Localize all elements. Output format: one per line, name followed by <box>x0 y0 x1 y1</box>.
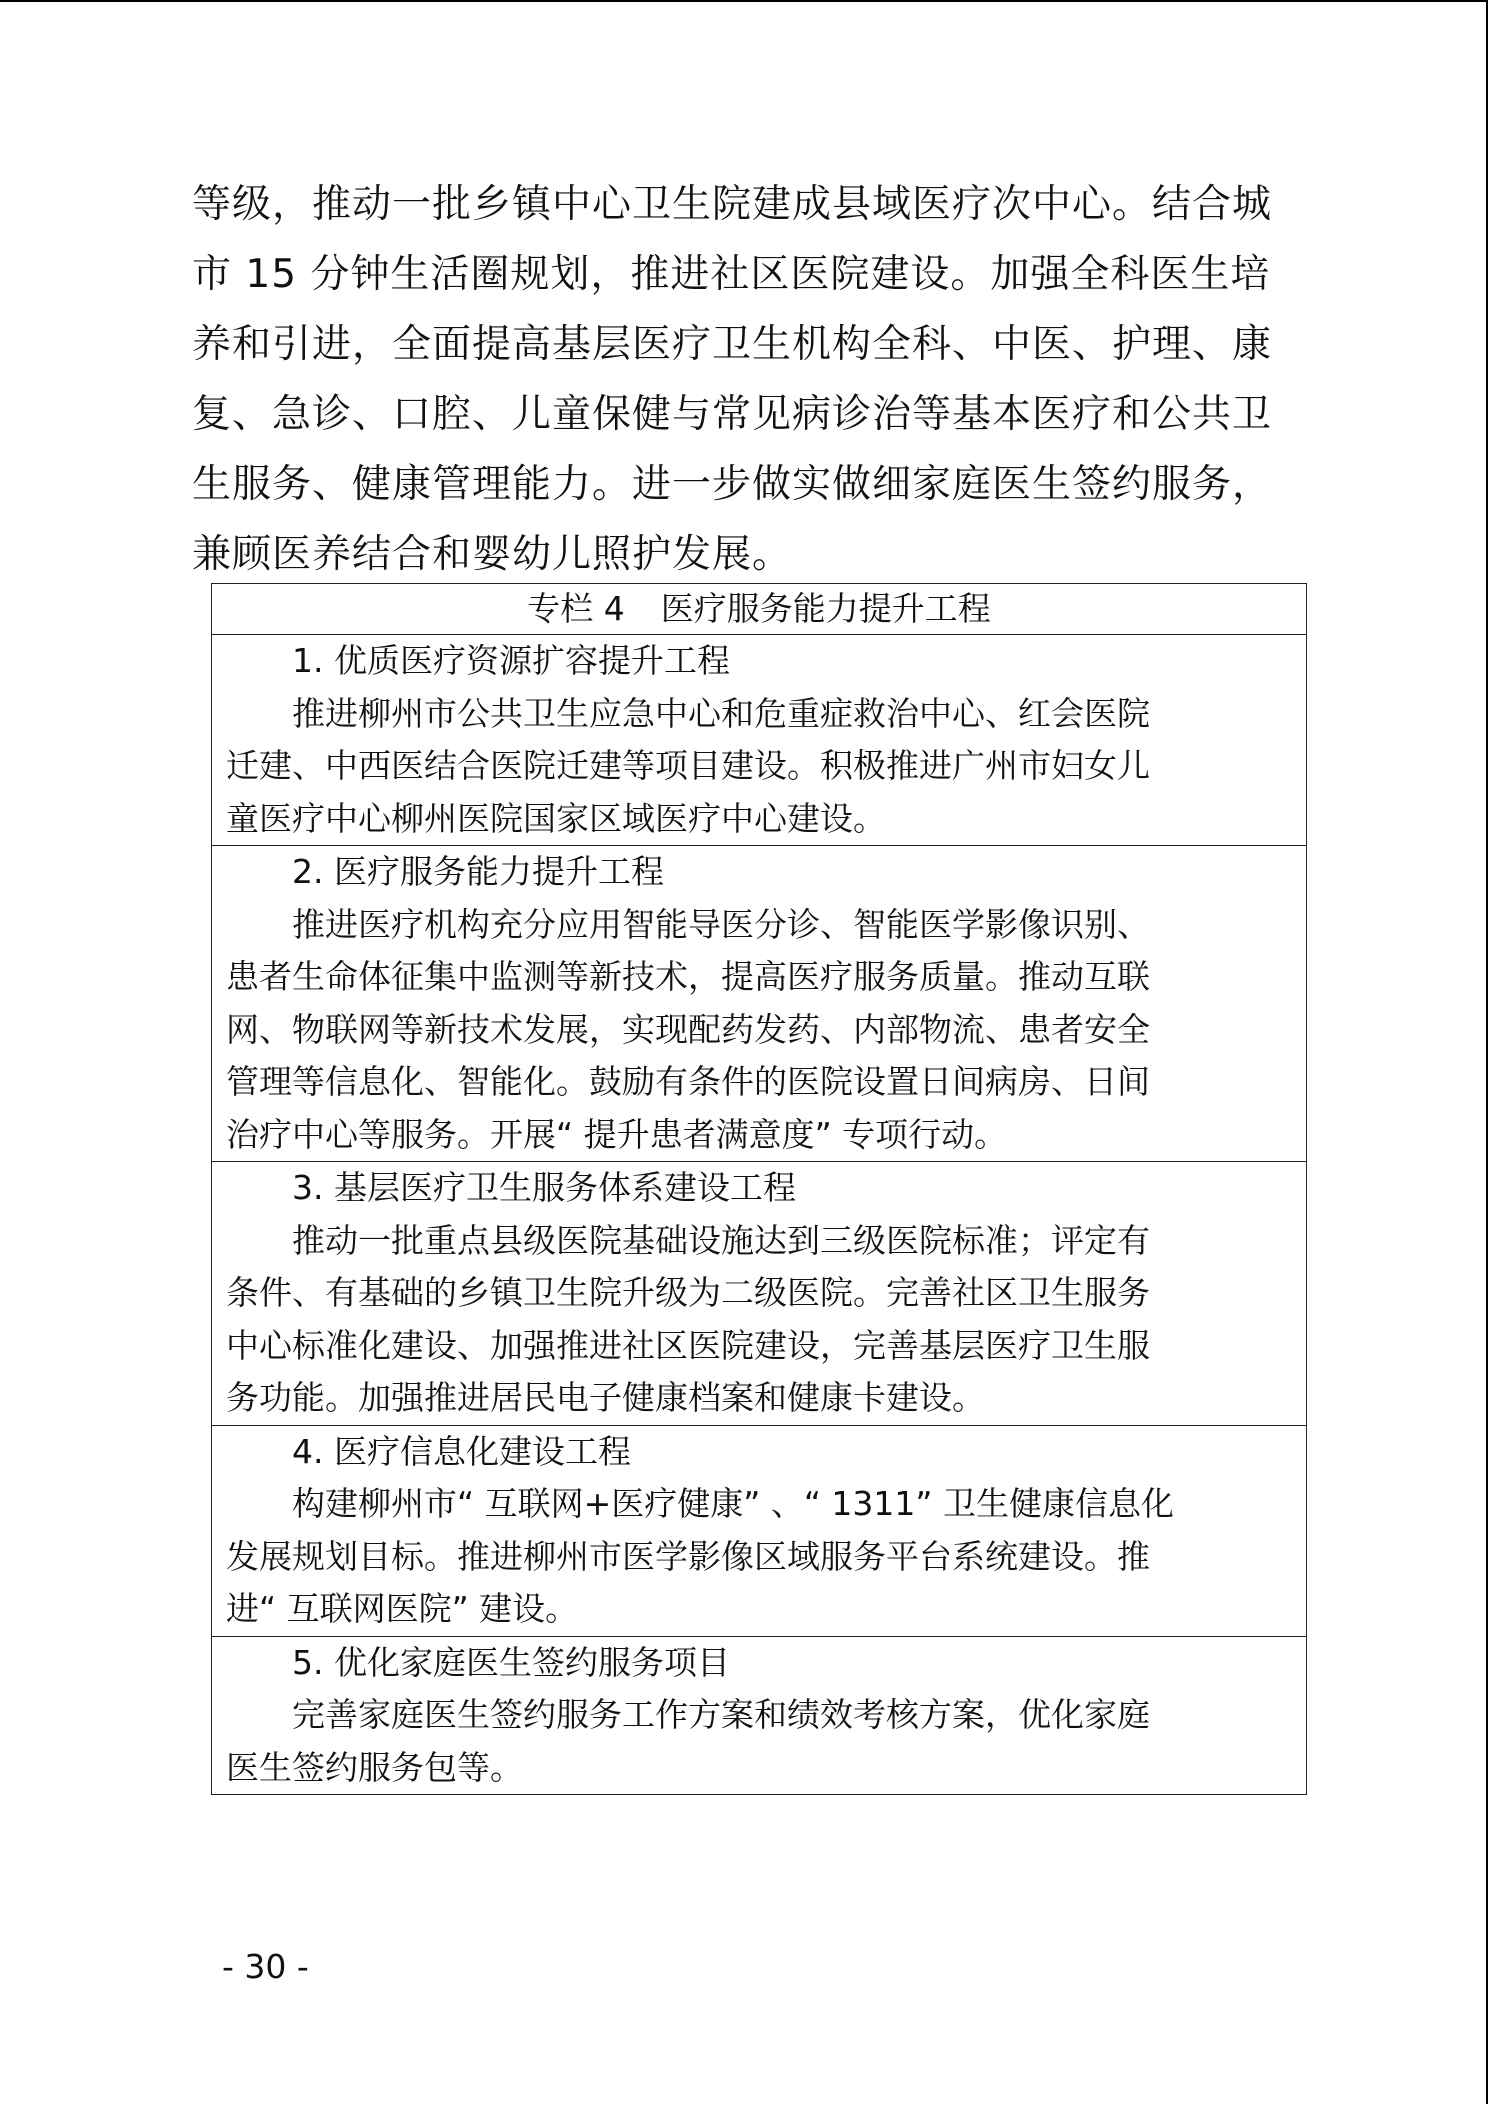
column-box-title <box>212 584 1307 635</box>
column-box-header-row <box>212 584 1307 635</box>
section-line: 发展规划目标。推进柳州市医学影像区域服务平台系统建设。推 <box>226 1536 1150 1576</box>
section-line: 完善家庭医生签约服务工作方案和绩效考核方案，优化家庭 <box>292 1695 1150 1734</box>
section-line: 推进柳州市公共卫生应急中心和危重症救治中心、红会医院 <box>292 693 1150 733</box>
box-section-row <box>212 1425 1307 1636</box>
section-line: 网、物联网等新技术发展，实现配药发药、内部物流、患者安全 <box>226 1009 1150 1049</box>
section-line: 推进医疗机构充分应用智能导医分诊、智能医学影像识别、 <box>292 904 1150 944</box>
intro-line: 兼顾医养结合和婴幼儿照护发展。 <box>192 532 793 577</box>
intro-line: 市 15 分钟生活圈规划，推进社区医院建设。加强全科医生培 <box>192 252 1271 297</box>
box-section-2 <box>212 846 1307 1162</box>
intro-paragraph <box>192 170 1322 590</box>
section-line: 患者生命体征集中监测等新技术，提高医疗服务质量。推动互联 <box>226 957 1150 996</box>
box-section-3 <box>212 1162 1307 1426</box>
intro-line: 复、急诊、口腔、儿童保健与常见病诊治等基本医疗和公共卫 <box>192 392 1273 437</box>
box-section-row <box>212 635 1307 846</box>
intro-line: 养和引进，全面提高基层医疗卫生机构全科、中医、护理、康 <box>192 322 1273 367</box>
box-section-row <box>212 846 1307 1162</box>
box-section-1 <box>212 635 1307 846</box>
section-heading: 1. 优质医疗资源扩容提升工程 <box>292 641 730 680</box>
section-line: 医生签约服务包等。 <box>226 1747 523 1787</box>
section-heading: 4. 医疗信息化建设工程 <box>292 1431 631 1471</box>
section-heading: 2. 医疗服务能力提升工程 <box>292 852 664 891</box>
box-section-row <box>212 1162 1307 1426</box>
box-section-row <box>212 1636 1307 1795</box>
section-line: 构建柳州市“ 互联网+医疗健康” 、“ 1311” 卫生健康信息化 <box>292 1484 1174 1523</box>
box-section-4 <box>212 1425 1307 1636</box>
section-line: 管理等信息化、智能化。鼓励有条件的医院设置日间病房、日间 <box>226 1062 1150 1101</box>
section-line: 童医疗中心柳州医院国家区域医疗中心建设。 <box>226 798 886 838</box>
section-line: 务功能。加强推进居民电子健康档案和健康卡建设。 <box>226 1378 985 1417</box>
column-box <box>211 583 1307 1795</box>
section-line: 条件、有基础的乡镇卫生院升级为二级医院。完善社区卫生服务 <box>226 1273 1150 1312</box>
section-line: 推动一批重点县级医院基础设施达到三级医院标准；评定有 <box>292 1220 1150 1260</box>
column-box-label: 专栏 4 <box>527 589 625 628</box>
section-heading: 3. 基层医疗卫生服务体系建设工程 <box>292 1168 796 1207</box>
page-top-border <box>0 0 1488 2</box>
column-box-title-text: 医疗服务能力提升工程 <box>660 589 991 628</box>
section-line: 中心标准化建设、加强推进社区医院建设，完善基层医疗卫生服 <box>226 1325 1150 1365</box>
section-heading: 5. 优化家庭医生签约服务项目 <box>292 1642 730 1682</box>
section-line: 迁建、中西医结合医院迁建等项目建设。积极推进广州市妇女儿 <box>226 746 1150 785</box>
intro-line: 生服务、健康管理能力。进一步做实做细家庭医生签约服务， <box>192 462 1273 507</box>
section-line: 进“ 互联网医院” 建设。 <box>226 1589 579 1628</box>
page-number: - 30 - <box>222 1947 309 1986</box>
box-section-5 <box>212 1636 1307 1795</box>
section-line: 治疗中心等服务。开展“ 提升患者满意度” 专项行动。 <box>226 1114 1008 1154</box>
intro-line: 等级，推动一批乡镇中心卫生院建成县域医疗次中心。结合城 <box>192 182 1273 227</box>
